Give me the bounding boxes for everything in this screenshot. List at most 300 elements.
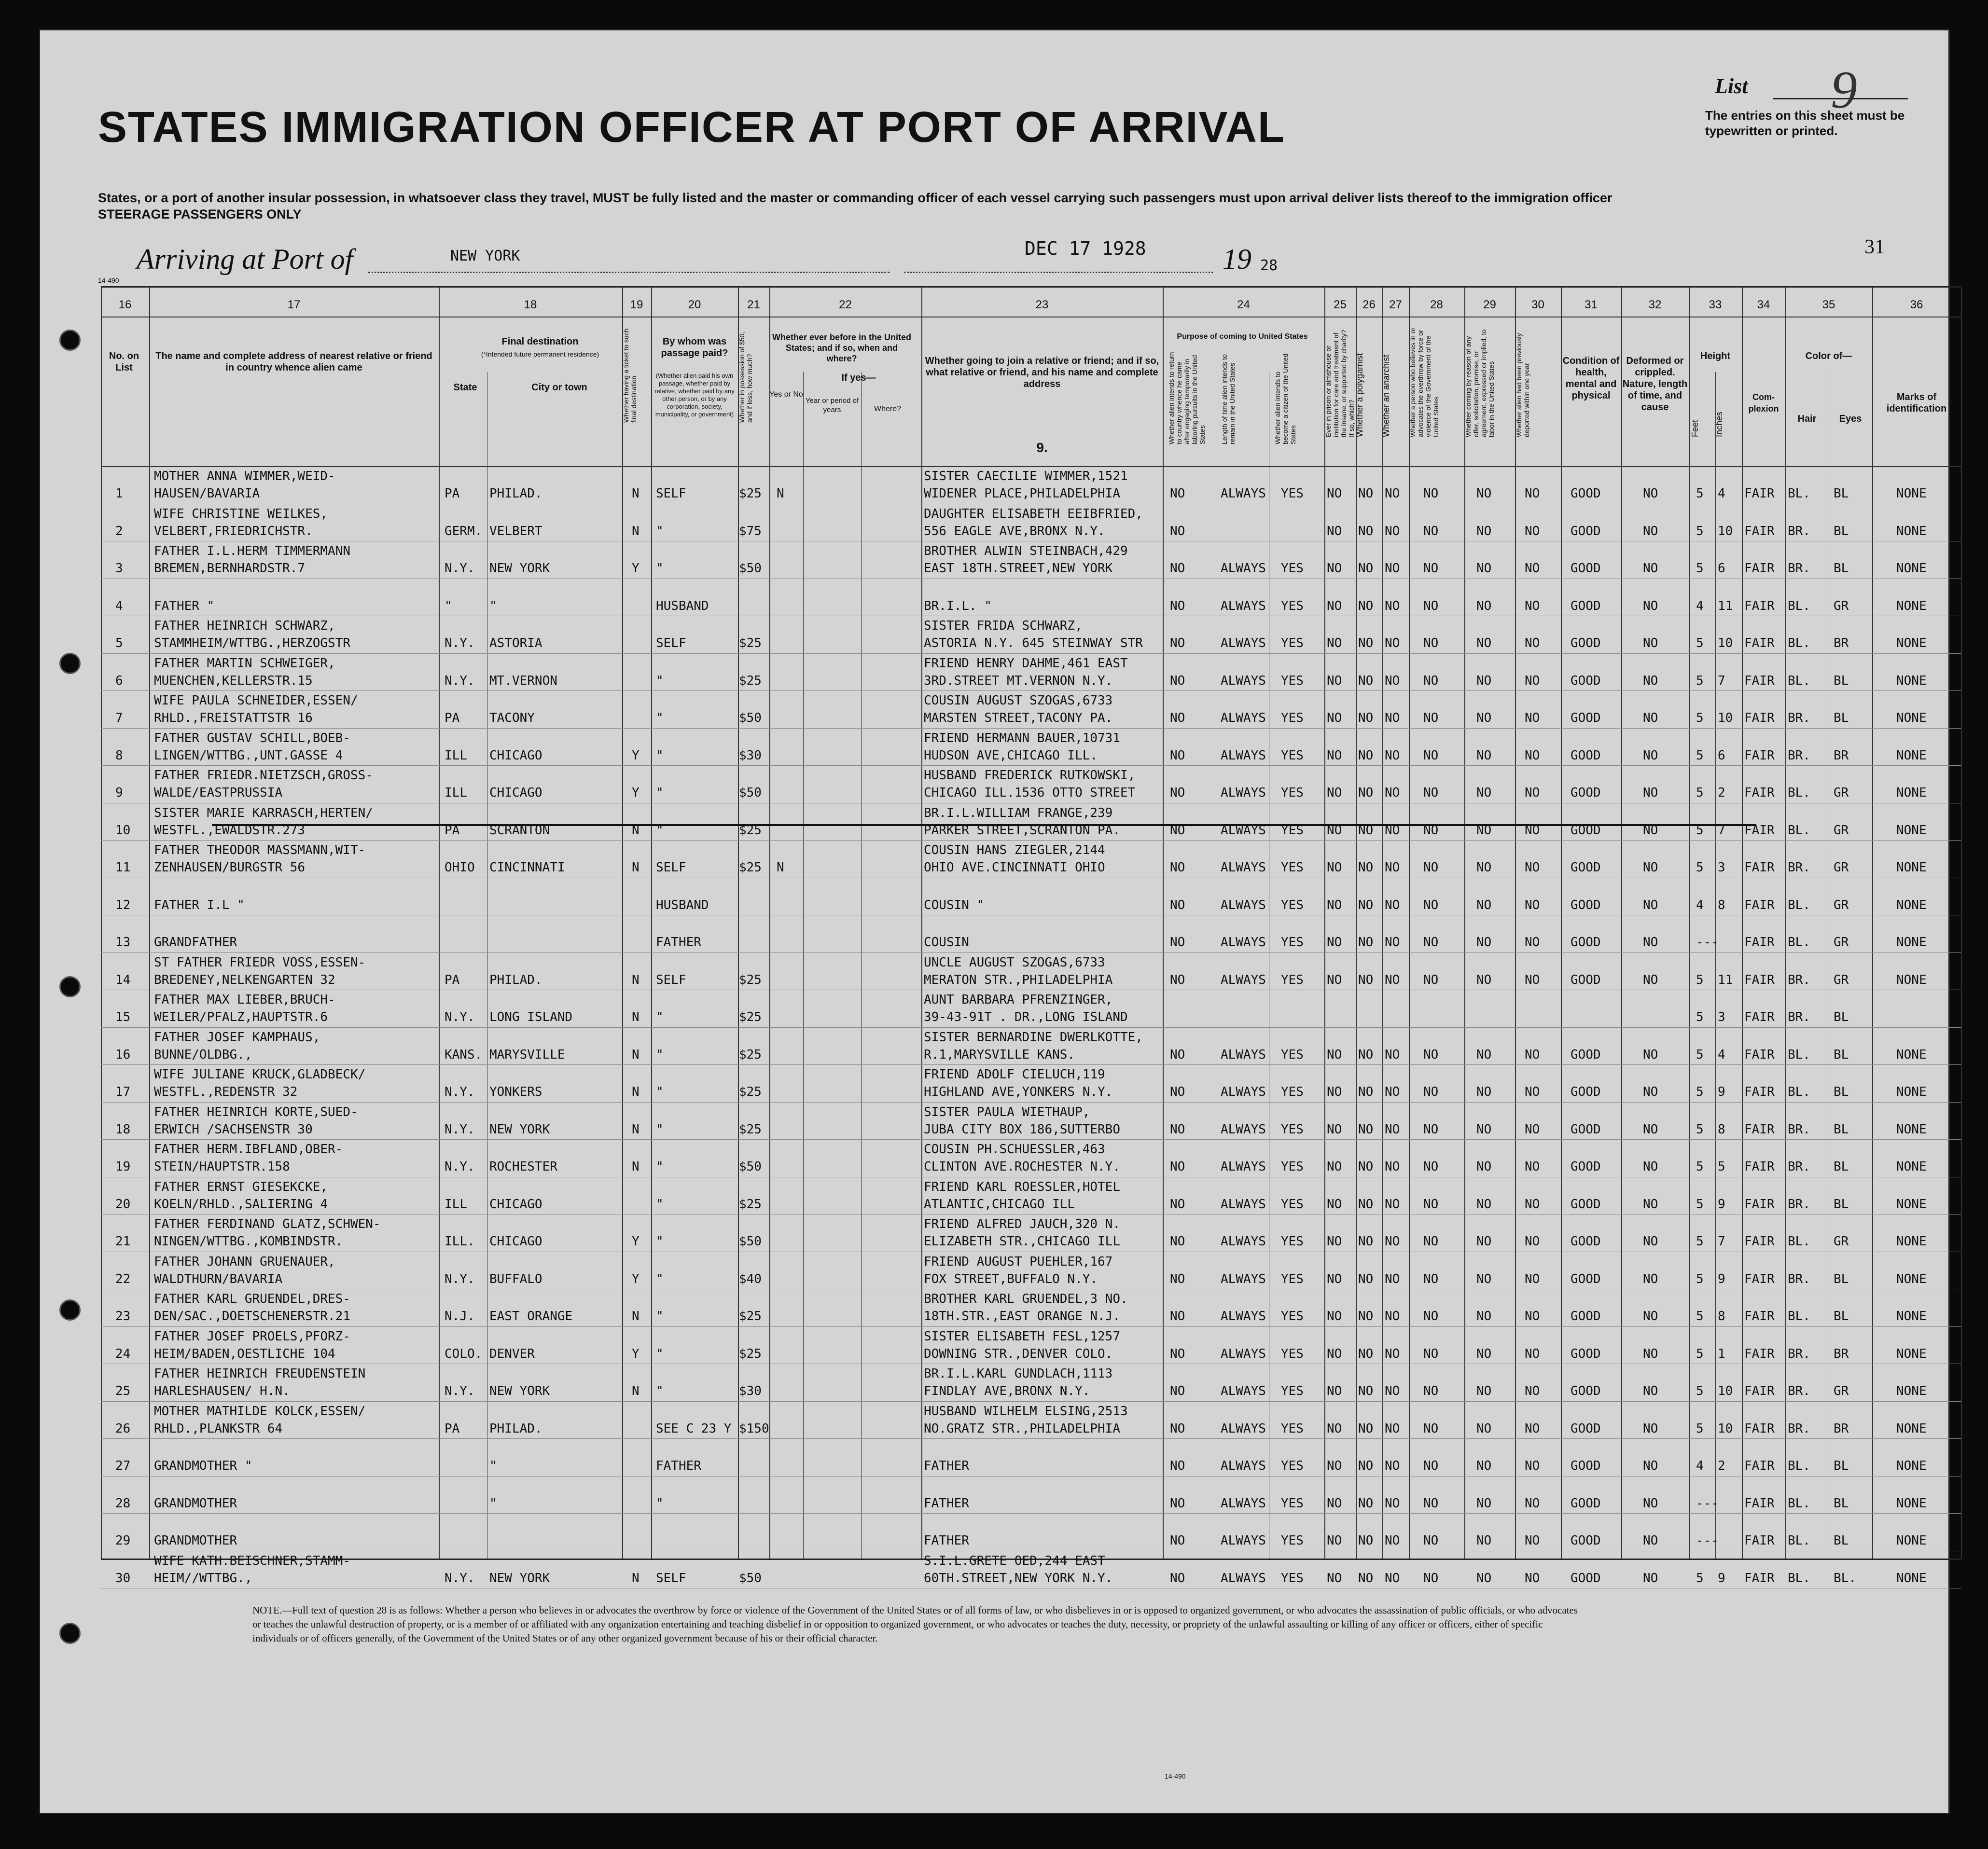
table-row (101, 1401, 1961, 1438)
eyes-cell: BL (1834, 1047, 1849, 1062)
header-joining-mark: 9. (1036, 440, 1048, 455)
polygamist-cell: NO (1358, 1234, 1374, 1249)
joining-line-1: SISTER BERNARDINE DWERLKOTTE, (924, 1030, 1143, 1045)
polygamist-cell: NO (1358, 1571, 1374, 1586)
deformed-cell: NO (1643, 1271, 1658, 1286)
health-cell: GOOD (1571, 1496, 1601, 1511)
contract-cell: NO (1476, 561, 1492, 576)
health-cell: GOOD (1571, 486, 1601, 501)
table-row (101, 579, 1961, 616)
inches-cell: 9 (1718, 1085, 1725, 1099)
eyes-cell: BL (1834, 1122, 1849, 1137)
contract-cell: NO (1476, 860, 1492, 875)
header-complexion: Com- plexion (1748, 392, 1779, 414)
money-cell: $50 (739, 1159, 762, 1174)
money-cell: $25 (739, 1010, 762, 1024)
punch-hole (59, 653, 81, 674)
purpose-return-cell: NO (1170, 748, 1185, 763)
state-cell: N.Y. (445, 1159, 475, 1174)
passage-paid-cell: " (656, 1159, 664, 1174)
purpose-citizen-cell: YES (1281, 486, 1304, 501)
passage-paid-cell: " (656, 1496, 664, 1511)
ticket-cell: Y (632, 748, 639, 763)
deformed-cell: NO (1643, 1159, 1658, 1174)
purpose-return-cell: NO (1170, 524, 1185, 538)
eyes-cell: BR (1834, 636, 1849, 650)
row-number: 6 (115, 673, 123, 688)
contract-cell: NO (1476, 711, 1492, 725)
footer-note: NOTE.—Full text of question 28 is as follows: Whether a person who believes in or advocates the overthrow by force or violence of the Government of the United States or of all forms of law, or who disbelieves in or is opposed to organized government, or who advocates the assassination of public officials, or who advocates or teaches the unlawful destruction of property, or is a member of or affiliated with any organization entertaining and teaching disbelief in or opposition to organized government, or who advocates or teaches the duty, necessity, or propriety of the unlawful assaulting or killing of any officer or officers, either of specific individuals or of officers generally, of the Government of the United States or of any other organized government because of his or their official character. (252, 1604, 1578, 1644)
purpose-return-cell: NO (1170, 598, 1185, 613)
passage-paid-cell: " (656, 1384, 664, 1398)
table-row (101, 1139, 1961, 1176)
header-deported: Whether alien had been previously deported within one year (1515, 333, 1530, 437)
row-number: 11 (115, 860, 131, 875)
overthrow-cell: NO (1423, 1384, 1439, 1398)
ticket-cell: N (632, 860, 639, 875)
prison-cell: NO (1327, 598, 1342, 613)
complexion-cell: FAIR (1744, 1197, 1775, 1212)
year-suffix: 28 (1260, 257, 1278, 274)
marks-cell: NONE (1896, 673, 1927, 688)
hair-cell: BL. (1788, 1047, 1810, 1062)
relative-line-1: FATHER HEINRICH KORTE,SUED- (154, 1104, 358, 1119)
feet-cell: --- (1696, 1496, 1719, 1511)
joining-line-2: 556 EAGLE AVE,BRONX N.Y. (924, 524, 1105, 538)
joining-line-2: COUSIN " (924, 897, 985, 912)
eyes-cell: BL (1834, 1533, 1849, 1548)
contract-cell: NO (1476, 823, 1492, 838)
deported-cell: NO (1525, 860, 1540, 875)
column-number: 27 (1389, 298, 1402, 311)
header-contract: Whether coming by reason of any offer, solicitation, promise, or agreement, expressed or implied, to labor in the United States (1464, 329, 1495, 437)
state-cell: PA (445, 486, 460, 501)
table-row (101, 728, 1961, 765)
table-row (101, 1551, 1961, 1588)
health-cell: GOOD (1571, 748, 1601, 763)
hair-cell: BL. (1788, 636, 1810, 650)
deformed-cell: NO (1643, 1122, 1658, 1137)
feet-cell: --- (1696, 1533, 1719, 1548)
overthrow-cell: NO (1423, 1459, 1439, 1473)
complexion-cell: FAIR (1744, 748, 1775, 763)
deformed-cell: NO (1643, 786, 1658, 800)
header-ever-before: Whether ever before in the United States; and if so, when and where? (772, 332, 912, 363)
deported-cell: NO (1525, 636, 1540, 650)
header-state: State (453, 382, 477, 393)
deported-cell: NO (1525, 786, 1540, 800)
row-number: 22 (115, 1271, 131, 1286)
money-cell: $25 (739, 486, 762, 501)
purpose-citizen-cell: YES (1281, 1384, 1304, 1398)
marks-cell: NONE (1896, 1459, 1927, 1473)
overthrow-cell: NO (1423, 1571, 1439, 1586)
deformed-cell: NO (1643, 524, 1658, 538)
table-row (101, 1289, 1961, 1326)
city-cell: ROCHESTER (489, 1159, 557, 1174)
polygamist-cell: NO (1358, 1346, 1374, 1361)
prison-cell: NO (1327, 1309, 1342, 1324)
overthrow-cell: NO (1423, 486, 1439, 501)
complexion-cell: FAIR (1744, 1271, 1775, 1286)
eyes-cell: BL (1834, 1197, 1849, 1212)
purpose-citizen-cell: YES (1281, 1346, 1304, 1361)
relative-line-2: WESTFL.,REDENSTR 32 (154, 1085, 298, 1099)
deformed-cell: NO (1643, 1085, 1658, 1099)
state-cell: N.Y. (445, 673, 475, 688)
passage-paid-cell: " (656, 1197, 664, 1212)
row-number: 8 (115, 748, 123, 763)
city-cell: CHICAGO (489, 1234, 542, 1249)
header-inches: Inches (1714, 411, 1724, 437)
complexion-cell: FAIR (1744, 860, 1775, 875)
purpose-return-cell: NO (1170, 1309, 1185, 1324)
money-cell: $50 (739, 786, 762, 800)
health-cell: GOOD (1571, 972, 1601, 987)
purpose-length-cell: ALWAYS (1221, 1533, 1266, 1548)
complexion-cell: FAIR (1744, 673, 1775, 688)
relative-line-2: MUENCHEN,KELLERSTR.15 (154, 673, 313, 688)
polygamist-cell: NO (1358, 598, 1374, 613)
state-cell: OHIO (445, 860, 475, 875)
passage-paid-cell: " (656, 711, 664, 725)
relative-line-2: NINGEN/WTTBG.,KOMBINDSTR. (154, 1234, 343, 1249)
table-row (101, 1476, 1961, 1513)
health-cell: GOOD (1571, 1122, 1601, 1137)
table-row (101, 1252, 1961, 1289)
header-deformed: Deformed or crippled. Nature, length of time, and cause (1622, 356, 1688, 413)
column-number: 30 (1531, 298, 1544, 311)
inches-cell: 4 (1718, 1047, 1725, 1062)
prison-cell: NO (1327, 486, 1342, 501)
column-number: 33 (1709, 298, 1722, 311)
subtitle-line: States, or a port of another insular possession, in whatsoever class they travel, MUST be fully listed and the master or commanding officer of each vessel carrying such passengers must upon arrival deliver lists thereof to the immigration officer (98, 191, 1613, 205)
prison-cell: NO (1327, 1384, 1342, 1398)
deported-cell: NO (1525, 1271, 1540, 1286)
contract-cell: NO (1476, 935, 1492, 950)
inches-cell: 5 (1718, 1159, 1725, 1174)
relative-line-1: WIFE KATH.BEISCHNER,STAMM- (154, 1553, 350, 1568)
health-cell: GOOD (1571, 1271, 1601, 1286)
ticket-cell: Y (632, 1234, 639, 1249)
table-row (101, 915, 1961, 952)
purpose-citizen-cell: YES (1281, 711, 1304, 725)
eyes-cell: BR (1834, 1421, 1849, 1436)
city-cell: NEW YORK (489, 1571, 550, 1586)
health-cell: GOOD (1571, 823, 1601, 838)
feet-cell: 5 (1696, 1085, 1704, 1099)
hair-cell: BR. (1788, 561, 1810, 576)
prison-cell: NO (1327, 561, 1342, 576)
money-cell: $150 (739, 1421, 769, 1436)
purpose-length-cell: ALWAYS (1221, 935, 1266, 950)
deformed-cell: NO (1643, 935, 1658, 950)
anarchist-cell: NO (1385, 1459, 1400, 1473)
table-row (101, 1064, 1961, 1102)
purpose-length-cell: ALWAYS (1221, 711, 1266, 725)
relative-line-1: MOTHER MATHILDE KOLCK,ESSEN/ (154, 1404, 366, 1419)
purpose-length-cell: ALWAYS (1221, 1421, 1266, 1436)
health-cell: GOOD (1571, 711, 1601, 725)
state-cell: N.Y. (445, 1010, 475, 1024)
punch-hole (59, 976, 81, 997)
polygamist-cell: NO (1358, 1271, 1374, 1286)
joining-line-2: OHIO AVE.CINCINNATI OHIO (924, 860, 1105, 875)
column-number: 34 (1757, 298, 1770, 311)
overthrow-cell: NO (1423, 1085, 1439, 1099)
anarchist-cell: NO (1385, 1197, 1400, 1212)
city-cell: DENVER (489, 1346, 535, 1361)
feet-cell: 5 (1696, 524, 1704, 538)
feet-cell: 5 (1696, 1234, 1704, 1249)
hair-cell: BL. (1788, 486, 1810, 501)
inches-cell: 7 (1718, 673, 1725, 688)
deported-cell: NO (1525, 1533, 1540, 1548)
relative-line-1: FATHER HEINRICH FREUDENSTEIN (154, 1366, 366, 1381)
feet-cell: 5 (1696, 1197, 1704, 1212)
city-cell: PHILAD. (489, 486, 542, 501)
purpose-citizen-cell: YES (1281, 935, 1304, 950)
city-cell: NEW YORK (489, 561, 550, 576)
header-yes-no: Yes or No (769, 390, 803, 399)
joining-line-1: FRIEND HERMANN BAUER,10731 (924, 731, 1120, 745)
ticket-cell: N (632, 1309, 639, 1324)
polygamist-cell: NO (1358, 524, 1374, 538)
marks-cell: NONE (1896, 1159, 1927, 1174)
header-color-of: Color of— (1805, 351, 1852, 361)
joining-line-1: SISTER ELISABETH FESL,1257 (924, 1329, 1120, 1344)
marks-cell: NONE (1896, 1496, 1927, 1511)
health-cell: GOOD (1571, 636, 1601, 650)
inches-cell: 8 (1718, 1309, 1725, 1324)
purpose-citizen-cell: YES (1281, 897, 1304, 912)
complexion-cell: FAIR (1744, 636, 1775, 650)
purpose-return-cell: NO (1170, 1159, 1185, 1174)
marks-cell: NONE (1896, 598, 1927, 613)
purpose-length-cell: ALWAYS (1221, 561, 1266, 576)
state-cell: COLO. (445, 1346, 483, 1361)
hair-cell: BL. (1788, 1234, 1810, 1249)
deported-cell: NO (1525, 1159, 1540, 1174)
purpose-return-cell: NO (1170, 1234, 1185, 1249)
state-cell: ILL (445, 1197, 467, 1212)
joining-line-2: COUSIN (924, 935, 969, 950)
header-joining: Whether going to join a relative or friend; and if so, what relative or friend, and his name and complete address (925, 356, 1159, 389)
anarchist-cell: NO (1385, 860, 1400, 875)
purpose-citizen-cell: YES (1281, 561, 1304, 576)
purpose-citizen-cell: YES (1281, 1047, 1304, 1062)
relative-line-2: BUNNE/OLDBG., (154, 1047, 252, 1062)
relative-line-1: WIFE JULIANE KRUCK,GLADBECK/ (154, 1067, 366, 1082)
passage-paid-cell: " (656, 524, 664, 538)
purpose-return-cell: NO (1170, 1271, 1185, 1286)
header-where: Where? (874, 405, 902, 413)
joining-line-1: S.I.L.GRETE OED,244 EAST (924, 1553, 1105, 1568)
purpose-length-cell: ALWAYS (1221, 598, 1266, 613)
anarchist-cell: NO (1385, 561, 1400, 576)
marks-cell: NONE (1896, 1309, 1927, 1324)
passage-paid-cell: HUSBAND (656, 897, 709, 912)
hair-cell: BR. (1788, 711, 1810, 725)
polygamist-cell: NO (1358, 897, 1374, 912)
overthrow-cell: NO (1423, 1122, 1439, 1137)
inches-cell: 10 (1718, 711, 1733, 725)
overthrow-cell: NO (1423, 935, 1439, 950)
hair-cell: BR. (1788, 1384, 1810, 1398)
polygamist-cell: NO (1358, 1047, 1374, 1062)
subtitle (98, 190, 1739, 222)
header-prison: Ever in prison or almshouse or institution for care and treatment of the insane, or supported by charity? If so, which? (1324, 330, 1355, 437)
feet-cell: 5 (1696, 972, 1704, 987)
deformed-cell: NO (1643, 673, 1658, 688)
money-cell: $25 (739, 1085, 762, 1099)
relative-line-1: FATHER I.L.HERM TIMMERMANN (154, 544, 350, 558)
hair-cell: BL. (1788, 1496, 1810, 1511)
deported-cell: NO (1525, 1459, 1540, 1473)
money-cell: $25 (739, 1122, 762, 1137)
header-overthrow: Whether a person who believes in or advocates the overthrow by force or violence of the Government of the United States (1409, 327, 1440, 437)
relative-line-1: FATHER HERM.IBFLAND,OBER- (154, 1142, 343, 1157)
purpose-return-cell: NO (1170, 486, 1185, 501)
hair-cell: BL. (1788, 1533, 1810, 1548)
ticket-cell: N (632, 1571, 639, 1586)
hair-cell: BR. (1788, 1197, 1810, 1212)
feet-cell: 5 (1696, 673, 1704, 688)
hair-cell: BR. (1788, 1271, 1810, 1286)
relative-line-2: BREMEN,BERNHARDSTR.7 (154, 561, 306, 576)
ticket-cell: Y (632, 561, 639, 576)
inches-cell: 11 (1718, 598, 1733, 613)
relative-line-2: FATHER " (154, 598, 215, 613)
money-cell: $25 (739, 823, 762, 838)
city-cell: NEW YORK (489, 1384, 550, 1398)
money-cell: $30 (739, 1384, 762, 1398)
contract-cell: NO (1476, 1384, 1492, 1398)
purpose-return-cell: NO (1170, 823, 1185, 838)
deported-cell: NO (1525, 1384, 1540, 1398)
health-cell: GOOD (1571, 1197, 1601, 1212)
relative-line-1: FATHER FERDINAND GLATZ,SCHWEN- (154, 1217, 381, 1231)
relative-line-2: BREDENEY,NELKENGARTEN 32 (154, 972, 335, 987)
overthrow-cell: NO (1423, 1159, 1439, 1174)
eyes-cell: BL (1834, 673, 1849, 688)
feet-cell: 5 (1696, 1047, 1704, 1062)
contract-cell: NO (1476, 486, 1492, 501)
purpose-return-cell: NO (1170, 935, 1185, 950)
purpose-citizen-cell: YES (1281, 1197, 1304, 1212)
prison-cell: NO (1327, 860, 1342, 875)
city-cell: PHILAD. (489, 972, 542, 987)
table-row (101, 1364, 1961, 1401)
anarchist-cell: NO (1385, 748, 1400, 763)
deformed-cell: NO (1643, 1047, 1658, 1062)
row-number: 3 (115, 561, 123, 576)
purpose-length-cell: ALWAYS (1221, 673, 1266, 688)
money-cell: $75 (739, 524, 762, 538)
purpose-length-cell: ALWAYS (1221, 1047, 1266, 1062)
table-row (101, 653, 1961, 690)
prison-cell: NO (1327, 524, 1342, 538)
feet-cell: 5 (1696, 1384, 1704, 1398)
anarchist-cell: NO (1385, 897, 1400, 912)
purpose-citizen-cell: YES (1281, 1533, 1304, 1548)
contract-cell: NO (1476, 524, 1492, 538)
passage-paid-cell: " (656, 1122, 664, 1137)
relative-line-1: FATHER MAX LIEBER,BRUCH- (154, 993, 335, 1007)
header-passage-paid-note: (Whether alien paid his own passage, whether paid by relative, whether paid by any other person, or by any corporation, society, municipality, or government) (654, 372, 735, 418)
relative-line-2: GRANDMOTHER " (154, 1459, 252, 1473)
contract-cell: NO (1476, 786, 1492, 800)
column-number: 24 (1237, 298, 1250, 311)
money-cell: $25 (739, 1197, 762, 1212)
deported-cell: NO (1525, 935, 1540, 950)
eyes-cell: GR (1834, 1384, 1849, 1398)
overthrow-cell: NO (1423, 897, 1439, 912)
anarchist-cell: NO (1385, 823, 1400, 838)
contract-cell: NO (1476, 1533, 1492, 1548)
prison-cell: NO (1327, 1234, 1342, 1249)
city-cell: " (489, 1459, 497, 1473)
joining-line-2: R.1,MARYSVILLE KANS. (924, 1047, 1075, 1062)
relative-line-2: STEIN/HAUPTSTR.158 (154, 1159, 290, 1174)
marks-cell: NONE (1896, 1384, 1927, 1398)
joining-line-1: AUNT BARBARA PFRENZINGER, (924, 993, 1113, 1007)
state-cell: KANS. (445, 1047, 483, 1062)
deported-cell: NO (1525, 748, 1540, 763)
contract-cell: NO (1476, 748, 1492, 763)
ticket-cell: N (632, 1159, 639, 1174)
purpose-return-cell: NO (1170, 972, 1185, 987)
marks-cell: NONE (1896, 711, 1927, 725)
port-line (368, 272, 890, 273)
contract-cell: NO (1476, 1346, 1492, 1361)
header-city: City or town (531, 382, 587, 393)
overthrow-cell: NO (1423, 1346, 1439, 1361)
joining-line-2: FATHER (924, 1533, 969, 1548)
anarchist-cell: NO (1385, 636, 1400, 650)
inches-cell: 10 (1718, 524, 1733, 538)
marks-cell: NONE (1896, 1571, 1927, 1586)
complexion-cell: FAIR (1744, 1384, 1775, 1398)
purpose-length-cell: ALWAYS (1221, 748, 1266, 763)
eyes-cell: GR (1834, 1234, 1849, 1249)
passage-paid-cell: " (656, 1010, 664, 1024)
purpose-return-cell: NO (1170, 860, 1185, 875)
contract-cell: NO (1476, 673, 1492, 688)
row-number: 19 (115, 1159, 131, 1174)
overthrow-cell: NO (1423, 1533, 1439, 1548)
health-cell: GOOD (1571, 524, 1601, 538)
marks-cell: NONE (1896, 1234, 1927, 1249)
marks-cell: NONE (1896, 1533, 1927, 1548)
column-number: 23 (1035, 298, 1049, 311)
complexion-cell: FAIR (1744, 1346, 1775, 1361)
inches-cell: 8 (1718, 897, 1725, 912)
table-row (101, 1102, 1961, 1139)
column-number: 21 (747, 298, 760, 311)
marks-cell: NONE (1896, 935, 1927, 950)
contract-cell: NO (1476, 1496, 1492, 1511)
header-possession: Whether in possession of $50, and if less, how much? (738, 331, 753, 423)
anarchist-cell: NO (1385, 1271, 1400, 1286)
money-cell: $25 (739, 1047, 762, 1062)
column-number: 26 (1362, 298, 1376, 311)
table-row (101, 765, 1961, 802)
inches-cell: 6 (1718, 748, 1725, 763)
purpose-length-cell: ALWAYS (1221, 1159, 1266, 1174)
purpose-citizen-cell: YES (1281, 972, 1304, 987)
contract-cell: NO (1476, 1122, 1492, 1137)
